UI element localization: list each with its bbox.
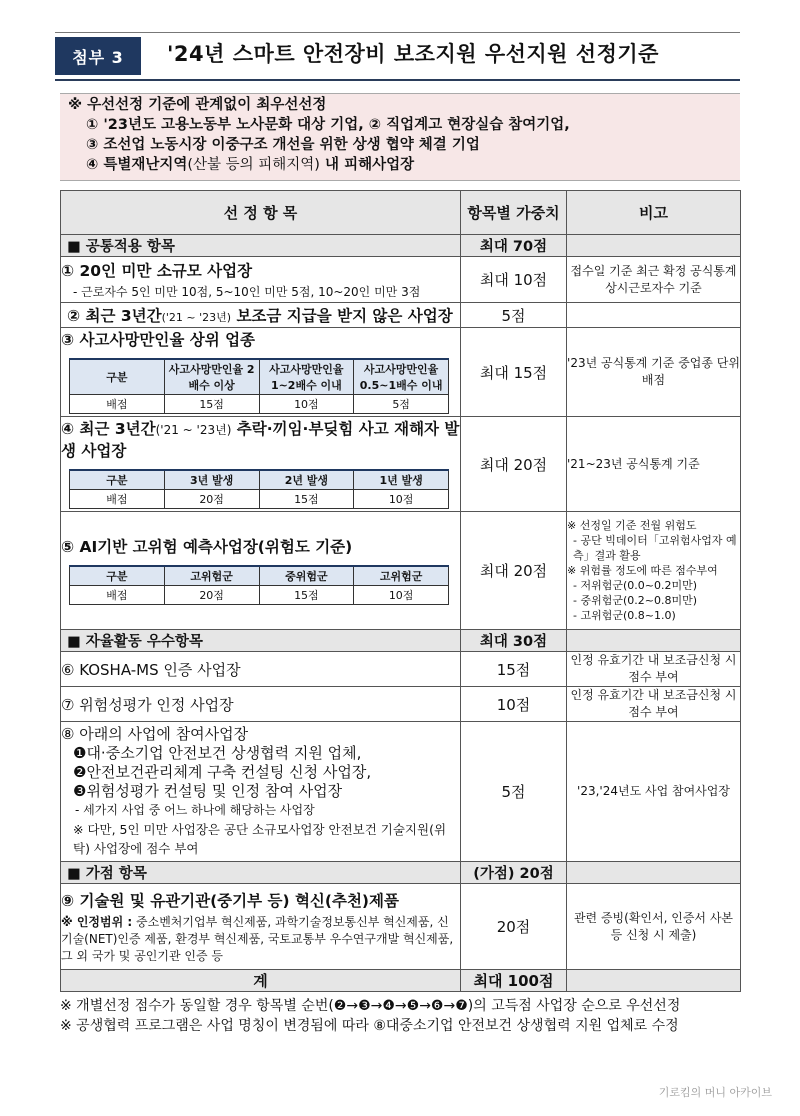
watermark: 기로킴의 머니 아카이브 bbox=[658, 1086, 772, 1099]
priority-notice bbox=[60, 93, 740, 181]
total-row: 계 최대 100점 bbox=[61, 970, 741, 992]
notice-line: ③ 조선업 노동시장 이중구조 개선을 위한 상생 협약 체결 기업 bbox=[86, 137, 480, 153]
item-weight: 5점 bbox=[461, 303, 567, 328]
table-row bbox=[61, 687, 741, 722]
section-row: ■ 공통적용 항목 최대 70점 bbox=[61, 235, 741, 257]
item-remark: 인정 유효기간 내 보조금신청 시 점수 부여 bbox=[567, 687, 741, 722]
footnote-line: ※ 개별선정 점수가 동일할 경우 항목별 순번(❷→❸→❹→❺→❻→❼)의 고득점 사업장 순으로 우선선정 bbox=[60, 998, 681, 1014]
item-weight: 최대 20점 bbox=[461, 512, 567, 630]
attachment-badge: 첨부 3 bbox=[55, 37, 141, 75]
section-row: ■ 가점 항목 (가점) 20점 bbox=[61, 862, 741, 884]
table-row: ⑧ 아래의 사업에 참여사업장 ❶대·중소기업 안전보건 상생협력 지원 업체, ❷안전보건관리체계 구축 컨설팅 신청 사업장, ❸위험성평가 컨설팅 및 인정 참여 사업장 - 세가지 사업 중 어느 하나에 해당하는 사업장 ※ 다만, 5인 미만 사업장은 공단 소규모사업장 안전보건 기술지원(위탁) 사업장에 점수 부여 5점 '23,'24년도 사업 참여사업장 bbox=[61, 722, 741, 862]
table-row bbox=[61, 328, 741, 417]
table-row: ⑨ 기술원 및 유관기관(중기부 등) 혁신(추천)제품 ※ 인정범위 : 중소벤처기업부 혁신제품, 과학기술정보통신부 혁신제품, 신기술(NET)인증 제품, 환경부 혁신제품, 국토교통부 우수연구개발 혁신제품, 그 외 국가 및 공인기관 인증 등 20점 관련 증빙(확인서, 인증서 사본 등 신청 시 제출) bbox=[61, 884, 741, 970]
item-title: ④ 최근 3년간('21 ~ '23년) 추락·끼임·부딪힘 사고 재해자 발생 사업장 bbox=[61, 420, 460, 460]
notice-line: ④ 특별재난지역(산불 등의 피해지역) 내 피해사업장 bbox=[86, 157, 415, 173]
notice-line: ※ 우선선정 기준에 관계없이 최우선선정 bbox=[68, 97, 327, 113]
page-title: '24년 스마트 안전장비 보조지원 우선지원 선정기준 bbox=[167, 42, 659, 66]
footnotes bbox=[60, 996, 680, 1036]
item-title: ⑨ 기술원 및 유관기관(중기부 등) 혁신(추천)제품 bbox=[61, 891, 399, 910]
score-subtable: 구분 고위험군 중위험군 고위험군 배점 20점 15점 10점 bbox=[69, 565, 449, 605]
item-weight: 20점 bbox=[461, 884, 567, 970]
page-header bbox=[55, 32, 740, 81]
table-row: ② 최근 3년간('21 ~ '23년) 보조금 지급을 받지 않은 사업장 5점 bbox=[61, 303, 741, 328]
item-title: ③ 사고사망만인율 상위 업종 bbox=[61, 331, 256, 349]
header-item: 선 정 항 목 bbox=[61, 191, 461, 235]
item-title: ⑦ 위험성평가 인정 사업장 bbox=[61, 687, 461, 722]
item-remark: '23,'24년도 사업 참여사업장 bbox=[567, 722, 741, 862]
item-remark: '21~23년 공식통계 기준 bbox=[567, 417, 741, 512]
item-weight: 최대 20점 bbox=[461, 417, 567, 512]
item-weight: 5점 bbox=[461, 722, 567, 862]
item-remark: 관련 증빙(확인서, 인증서 사본 등 신청 시 제출) bbox=[567, 884, 741, 970]
item-remark: 접수일 기준 최근 확정 공식통계 상시근로자수 기준 bbox=[567, 257, 741, 303]
item-weight: 10점 bbox=[461, 687, 567, 722]
table-row bbox=[61, 257, 741, 303]
item-weight: 15점 bbox=[461, 652, 567, 687]
section-row: ■ 자율활동 우수항목 최대 30점 bbox=[61, 630, 741, 652]
header-remark: 비고 bbox=[567, 191, 741, 235]
item-sub: - 근로자수 5인 미만 10점, 5~10인 미만 5점, 10~20인 미만 3점 bbox=[73, 285, 421, 299]
item-title: ⑤ AI기반 고위험 예측사업장(위험도 기준) bbox=[61, 537, 353, 556]
item-weight: 최대 15점 bbox=[461, 328, 567, 417]
table-row bbox=[61, 417, 741, 512]
item-remark: ※ 선정일 기준 전월 위험도 - 공단 빅데이터「고위험사업자 예측」결과 활용 ※ 위험률 정도에 따른 점수부여 - 저위험군(0.0~0.2미만) - 중위험군(0.2~0.8미만) - 고위험군(0.8~1.0) bbox=[567, 512, 741, 630]
criteria-table bbox=[60, 190, 741, 992]
item-remark: '23년 공식통계 기준 중업종 단위배점 bbox=[567, 328, 741, 417]
score-subtable: 구분 사고사망만인율 2배수 이상 사고사망만인율 1~2배수 이내 사고사망만인율 0.5~1배수 이내 배점 15점 10점 5점 bbox=[69, 358, 449, 414]
notice-line: ① '23년도 고용노동부 노사문화 대상 기업, ② 직업계고 현장실습 참여기업, bbox=[86, 117, 570, 133]
table-row bbox=[61, 652, 741, 687]
header-weight: 항목별 가중치 bbox=[461, 191, 567, 235]
score-subtable: 구분 3년 발생 2년 발생 1년 발생 배점 20점 15점 10점 bbox=[69, 469, 449, 509]
item-remark: 인정 유효기간 내 보조금신청 시 점수 부여 bbox=[567, 652, 741, 687]
item-title: ① 20인 미만 소규모 사업장 bbox=[61, 262, 253, 280]
item-weight: 최대 10점 bbox=[461, 257, 567, 303]
table-row bbox=[61, 512, 741, 630]
item-title: ⑧ 아래의 사업에 참여사업장 bbox=[61, 725, 249, 743]
footnote-line: ※ 공생협력 프로그램은 사업 명칭이 변경됨에 따라 ⑧대중소기업 안전보건 상생협력 지원 업체로 수정 bbox=[60, 1018, 679, 1034]
item-title: ⑥ KOSHA-MS 인증 사업장 bbox=[61, 652, 461, 687]
